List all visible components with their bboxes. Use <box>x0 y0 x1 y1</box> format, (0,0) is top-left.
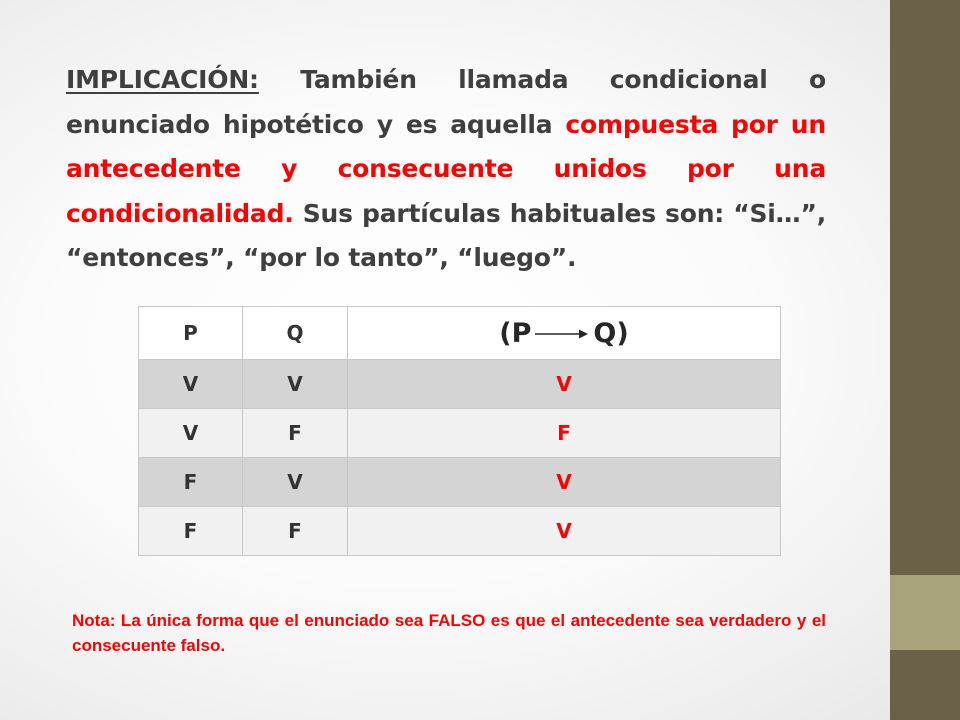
cell-p: F <box>139 458 243 507</box>
header-expr-right: Q) <box>593 317 629 349</box>
cell-q: F <box>243 507 348 556</box>
cell-p: V <box>139 360 243 409</box>
cell-result: V <box>348 507 781 556</box>
header-expr-left: (P <box>499 317 532 349</box>
cell-result: V <box>348 360 781 409</box>
truth-table-row <box>139 458 781 507</box>
truth-table-row <box>139 360 781 409</box>
truth-table <box>138 306 781 556</box>
sidebar-decoration-top <box>890 0 960 575</box>
note-text: Nota: La única forma que el enunciado sea FALSO es que el antecedente sea verdadero y el consecuente falso. <box>72 611 826 655</box>
truth-table-row <box>139 507 781 556</box>
cell-result: V <box>348 458 781 507</box>
header-p: P <box>139 307 243 360</box>
cell-result: F <box>348 409 781 458</box>
cell-p: V <box>139 409 243 458</box>
cell-q: V <box>243 360 348 409</box>
definition-keyword: IMPLICACIÓN: <box>66 65 259 94</box>
definition-text-start: También llamada condicional o enunciado hipotético y es aquella <box>66 65 826 139</box>
truth-table-row <box>139 409 781 458</box>
definition-highlight: compuesta por un antecedente y consecuente unidos por una condicionalidad. <box>66 109 826 228</box>
cell-p: F <box>139 507 243 556</box>
header-q: Q <box>243 307 348 360</box>
definition-paragraph <box>66 58 826 281</box>
sidebar-decoration-middle <box>890 575 960 650</box>
definition-text-end: Sus partículas habituales son: “Si…”, “entonces”, “por lo tanto”, “luego”. <box>66 198 826 272</box>
header-implication <box>348 307 781 360</box>
truth-table-header-row <box>139 307 781 360</box>
sidebar-decoration-bottom <box>890 650 960 720</box>
cell-q: F <box>243 409 348 458</box>
implication-arrow-icon <box>535 328 589 340</box>
cell-q: V <box>243 458 348 507</box>
